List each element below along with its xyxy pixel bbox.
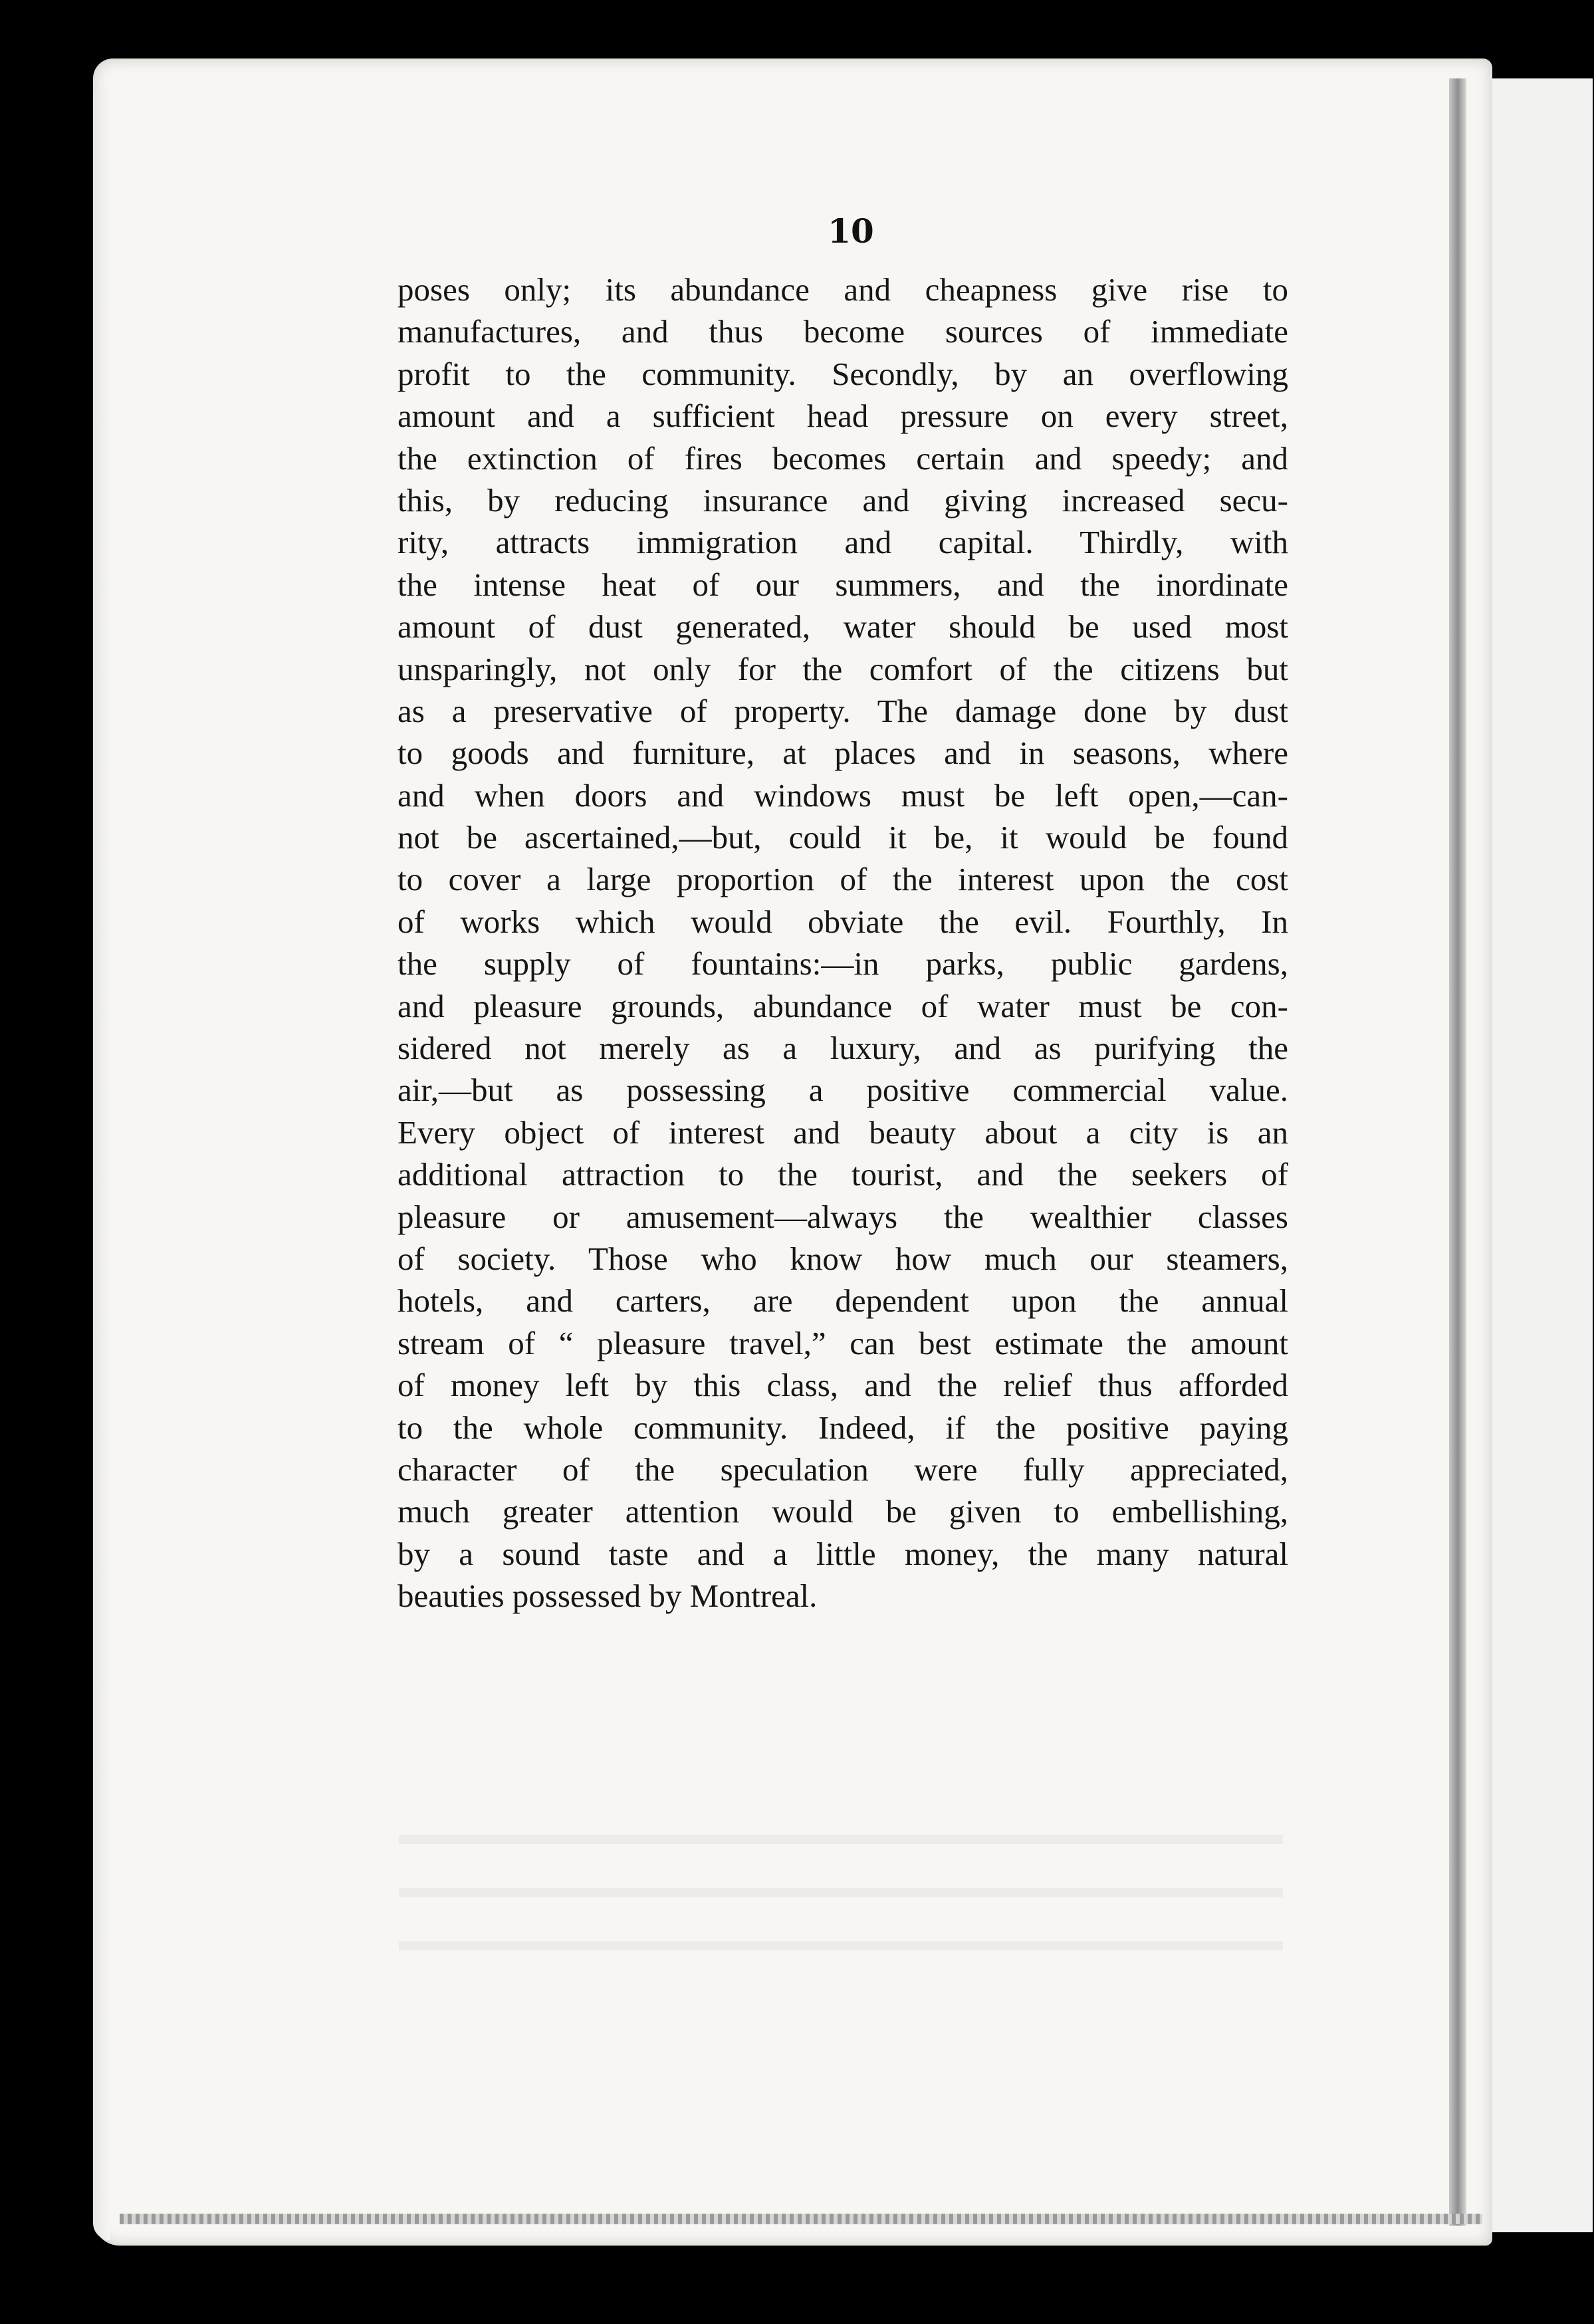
text-line: manufactures, and thus become sources of immediate [398,313,1288,350]
text-line: air,—but as possessing a positive commercial value. [398,1072,1288,1109]
page-left-edge [93,86,110,2240]
text-line: hotels, and carters, are dependent upon the annual [398,1282,1288,1320]
text-line: much greater attention would be given to embellishing, [398,1493,1288,1530]
text-line: unsparingly, not only for the comfort of the citizens but [398,650,1288,687]
text-line: as a preservative of property. The damage done by dust [398,692,1288,729]
text-line: amount and a sufficient head pressure on every street, [398,398,1288,435]
bleed-through-mark [399,1888,1283,1897]
page-gutter-fold [1449,78,1466,2226]
text-line: not be ascertained,—but, could it be, it would be found [398,819,1288,856]
text-line: pleasure or amusement—always the wealthier classes [398,1198,1288,1235]
text-line: the extinction of fires becomes certain and speedy; and [398,439,1288,477]
text-line: and pleasure grounds, abundance of water must be con- [398,987,1288,1024]
text-line: to the whole community. Indeed, if the positive paying [398,1409,1288,1446]
text-line: profit to the community. Secondly, by an overflowing [398,355,1288,392]
text-line: the intense heat of our summers, and the inordinate [398,566,1288,603]
text-line: poses only; its abundance and cheapness give rise to [398,271,1288,308]
text-line: of society. Those who know how much our steamers, [398,1240,1288,1277]
bleed-through-mark [399,1835,1283,1844]
text-line: beauties possessed by Montreal. [398,1577,818,1615]
text-line: and when doors and windows must be left open,—can- [398,776,1288,814]
text-line: sidered not merely as a luxury, and as purifying the [398,1030,1288,1067]
text-line: this, by reducing insurance and giving increased secu- [398,481,1288,519]
page-number: 10 [828,211,874,251]
text-line: character of the speculation were fully appreciated, [398,1451,1288,1488]
bleed-through-mark [399,1941,1283,1950]
text-line: to goods and furniture, at places and in seasons, where [398,735,1288,772]
text-line: amount of dust generated, water should be used most [398,608,1288,645]
text-line: of works which would obviate the evil. Fourthly, In [398,903,1288,940]
text-line: of money left by this class, and the relief thus afforded [398,1367,1288,1404]
text-line: additional attraction to the tourist, and the seekers of [398,1156,1288,1193]
text-line: the supply of fountains:—in parks, public gardens, [398,945,1288,983]
text-line: stream of “ pleasure travel,” can best estimate the amount [398,1324,1288,1361]
body-paragraph [398,269,1288,1617]
text-line: by a sound taste and a little money, the many natural [398,1535,1288,1572]
page-bottom-edge [120,2214,1482,2224]
text-line: to cover a large proportion of the interest upon the cost [398,861,1288,898]
text-line: rity, attracts immigration and capital. Thirdly, with [398,524,1288,561]
text-line: Every object of interest and beauty about a city is an [398,1113,1288,1151]
